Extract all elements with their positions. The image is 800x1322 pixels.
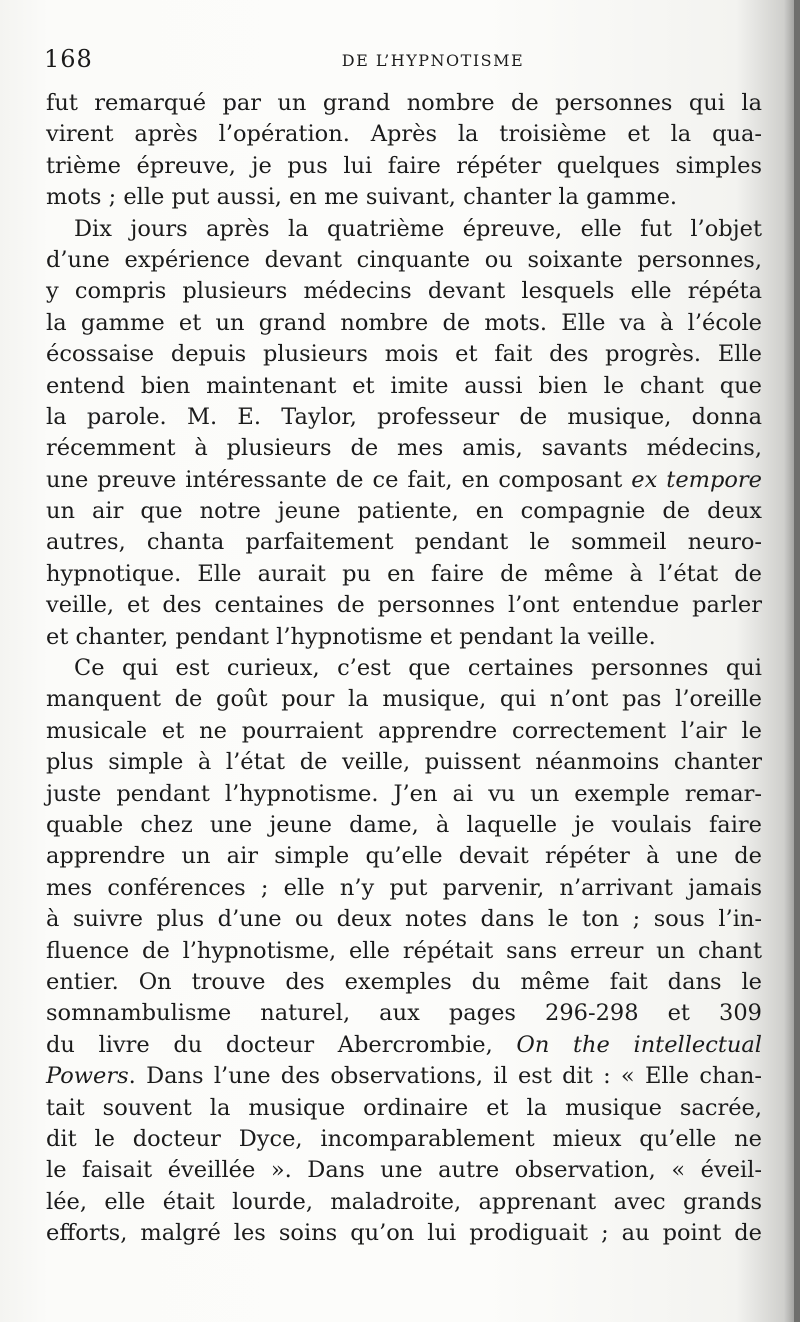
text-line: musicale et ne pourraient apprendre correctement l’air le <box>46 717 762 744</box>
text-line: efforts, malgré les soins qu’on lui prodiguait ; au point de <box>46 1220 762 1247</box>
text-line <box>46 1030 762 1061</box>
page-header <box>44 44 762 74</box>
text-line: un air que notre jeune patiente, en compagnie de deux <box>46 498 762 525</box>
text-fragment: . Dans l’une des observations, il est dit : « Elle chan- <box>128 1063 762 1090</box>
text-line: manquent de goût pour la musique, qui n’ont pas l’oreille <box>46 686 762 713</box>
text-line: juste pendant l’hypnotisme. J’en ai vu un exemple remar- <box>46 780 762 807</box>
text-line: et chanter, pendant l’hypnotisme et pendant la veille. <box>46 623 656 650</box>
page-number: 168 <box>44 45 93 73</box>
text-line: entier. On trouve des exemples du même fait dans le <box>46 968 762 995</box>
text-line: le faisait éveillée ». Dans une autre observation, « éveil- <box>46 1157 762 1184</box>
text-line: fluence de l’hypnotisme, elle répétait sans erreur un chant <box>46 937 762 964</box>
text-line: écossaise depuis plusieurs mois et fait des progrès. Elle <box>46 341 762 368</box>
page-spine-edge <box>794 0 800 1322</box>
italic-text: ex tempore <box>631 466 762 493</box>
text-line: tait souvent la musique ordinaire et la musique sacrée, <box>46 1094 762 1121</box>
text-line <box>46 1061 762 1092</box>
text-line: virent après l’opération. Après la troisième et la qua- <box>46 121 762 148</box>
text-line: d’une expérience devant cinquante ou soixante personnes, <box>46 246 762 273</box>
text-line: apprendre un air simple qu’elle devait répéter à une de <box>46 843 762 870</box>
italic-text: Powers <box>46 1063 129 1090</box>
text-line: la gamme et un grand nombre de mots. Elle va à l’école <box>46 309 762 336</box>
text-line: dit le docteur Dyce, incomparablement mieux qu’elle ne <box>46 1125 762 1152</box>
text-line <box>46 465 762 496</box>
text-line: Dix jours après la quatrième épreuve, elle fut l’objet <box>74 215 762 242</box>
text-line: mots ; elle put aussi, en me suivant, chanter la gamme. <box>46 184 678 211</box>
italic-text: On the intellectual <box>516 1031 762 1058</box>
text-line: plus simple à l’état de veille, puissent néanmoins chanter <box>46 749 762 776</box>
text-line: mes conférences ; elle n’y put parvenir, n’arrivant jamais <box>46 874 762 901</box>
text-line: fut remarqué par un grand nombre de personnes qui la <box>46 90 762 116</box>
text-line: quable chez une jeune dame, à laquelle je voulais faire <box>46 811 762 838</box>
text-line: hypnotique. Elle aurait pu en faire de même à l’état de <box>46 560 762 587</box>
text-line: somnambulisme naturel, aux pages 296-298 et 309 <box>46 1000 762 1027</box>
body-text <box>46 88 762 1249</box>
text-line: la parole. M. E. Taylor, professeur de musique, donna <box>46 403 762 430</box>
running-title: DE L’HYPNOTISME <box>341 51 525 70</box>
text-fragment: du livre du docteur Abercrombie, <box>46 1031 517 1058</box>
text-line: récemment à plusieurs de mes amis, savants médecins, <box>46 435 762 462</box>
text-line: Ce qui est curieux, c’est que certaines personnes qui <box>74 655 762 682</box>
text-line: y compris plusieurs médecins devant lesquels elle répéta <box>46 278 762 305</box>
text-line: à suivre plus d’une ou deux notes dans le ton ; sous l’in- <box>46 906 762 933</box>
text-fragment: une preuve intéressante de ce fait, en composant <box>46 466 632 493</box>
text-line: lée, elle était lourde, maladroite, apprenant avec grands <box>46 1188 762 1215</box>
text-line: entend bien maintenant et imite aussi bien le chant que <box>46 372 762 399</box>
text-line: autres, chanta parfaitement pendant le sommeil neuro- <box>46 529 762 556</box>
text-line: trième épreuve, je pus lui faire répéter quelques simples <box>46 152 762 179</box>
text-line: veille, et des centaines de personnes l’ont entendue parler <box>46 592 762 619</box>
